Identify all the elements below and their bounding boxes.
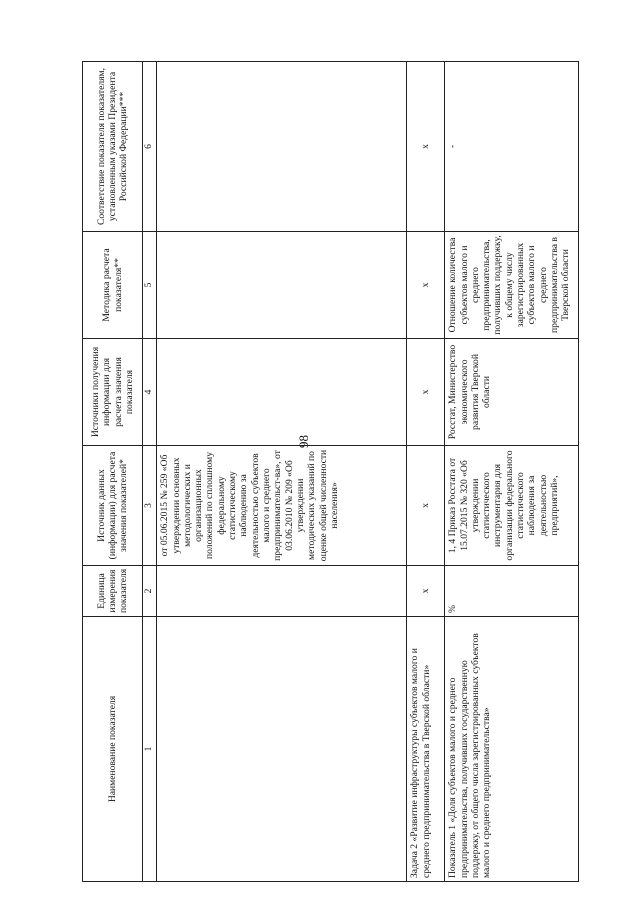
column-number: 2 — [143, 566, 157, 617]
row-data-source: 1, 4 Приказ Росстата от 15.07.2015 № 320 «Об утверждении статистического инструментария для организации федерального статистического наблюдения за деятельностью предприятий», — [445, 446, 579, 566]
table-row — [445, 62, 579, 882]
header-unit: Единица измерения показателя — [83, 566, 143, 617]
header-indicator-name: Наименование показателя — [83, 617, 143, 882]
column-number: 6 — [143, 62, 157, 232]
header-data-source: Источник данных (информации) для расчета значения показателей* — [83, 446, 143, 566]
row-method — [157, 232, 407, 339]
table-row — [407, 62, 445, 882]
column-number-row — [143, 62, 157, 882]
column-number: 3 — [143, 446, 157, 566]
indicator-table — [82, 61, 579, 882]
row-data-source: х — [407, 446, 445, 566]
column-number: 1 — [143, 617, 157, 882]
row-info-source — [157, 339, 407, 446]
row-unit — [157, 566, 407, 617]
row-name: Показатель 1 «Доля субъектов малого и среднего предпринимательства, получивших государственную поддержку, от общего числа зарегистрированных субъектов малого и среднего предпринимательства» — [445, 617, 579, 882]
header-compliance: Соответствие показателя показателям, установленным указами Президента Российской Федерации*** — [83, 62, 143, 232]
row-info-source: Росстат, Министерство экономического развития Тверской области — [445, 339, 579, 446]
header-method: Методика расчета показателя** — [83, 232, 143, 339]
page-number: 98 — [296, 435, 311, 448]
row-unit: % — [445, 566, 579, 617]
header-info-source: Источники получения информации для расчета значения показателя — [83, 339, 143, 446]
row-data-source: от 05.06.2015 № 259 «Об утверждении основных методологических и организационных положений по сплошному федеральному статистическому наблюдению за деятельностью субъектов малого и среднего предпринимательст-ва», от 03.06.2010 № 209 «Об утверждении методических указаний по оценке общей численности населения» — [157, 446, 407, 566]
row-compliance — [157, 62, 407, 232]
column-number: 4 — [143, 339, 157, 446]
column-number: 5 — [143, 232, 157, 339]
row-name: Задача 2 «Развитие инфраструктуры субъектов малого и среднего предпринимательства в Тверской области» — [407, 617, 445, 882]
row-unit: х — [407, 566, 445, 617]
row-info-source: х — [407, 339, 445, 446]
row-name — [157, 617, 407, 882]
row-method: х — [407, 232, 445, 339]
row-method: Отношение количества субъектов малого и среднего предпринимательства, получивших поддержку, к общему числу зарегистрированных субъектов малого и среднего предпринимательства в Тверской области — [445, 232, 579, 339]
indicator-table-container — [82, 62, 579, 882]
table-row — [157, 62, 407, 882]
row-compliance: х — [407, 62, 445, 232]
row-compliance: - — [445, 62, 579, 232]
table-header-row — [83, 62, 143, 882]
